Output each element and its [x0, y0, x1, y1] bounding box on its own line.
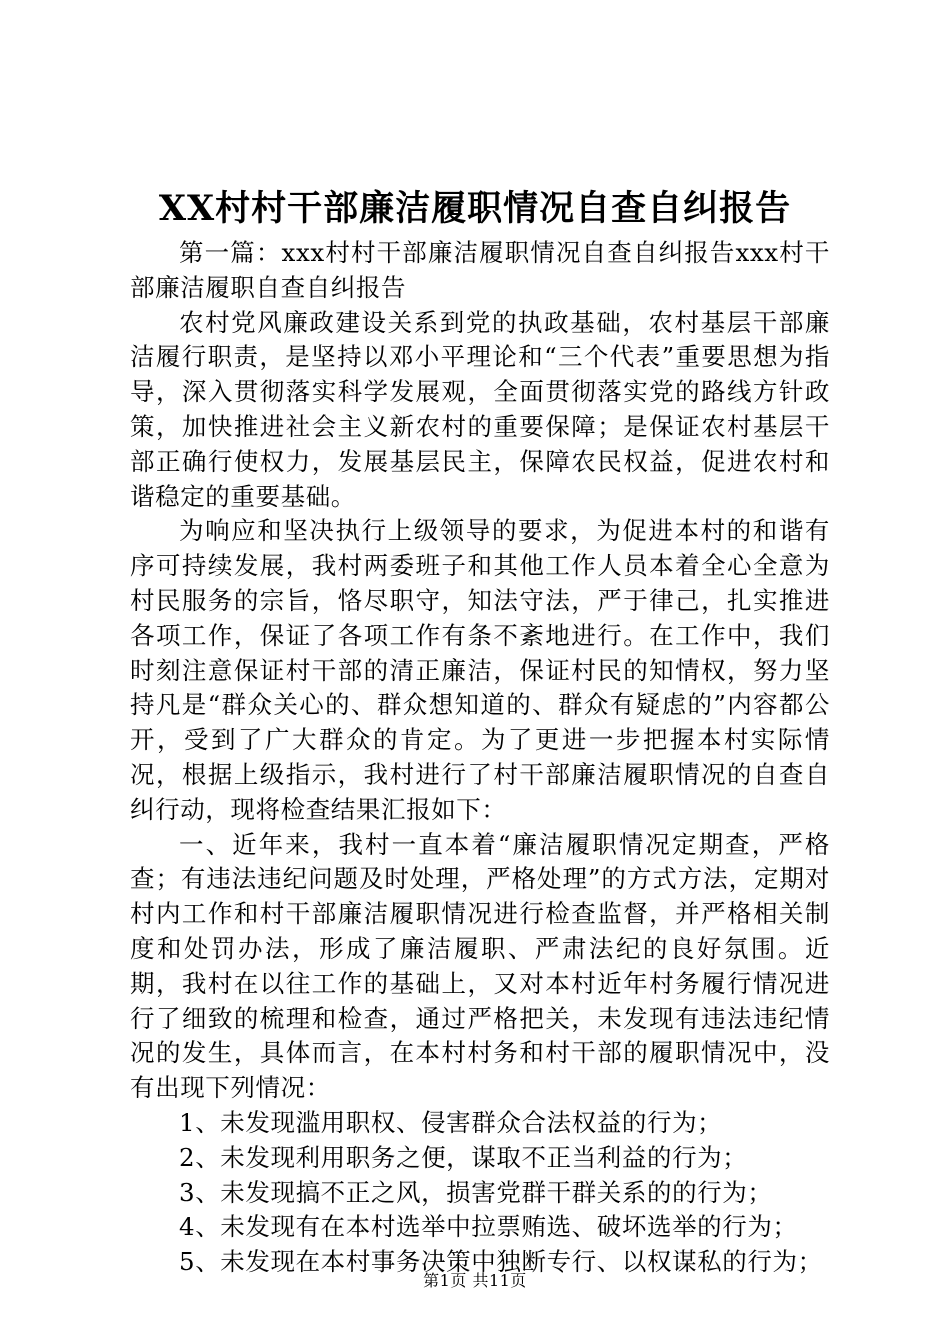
- paragraph-intro: 第一篇：xxx村村干部廉洁履职情况自查自纠报告xxx村干部廉洁履职自查自纠报告: [130, 238, 830, 302]
- document-title: XX村村干部廉洁履职情况自查自纠报告: [158, 188, 792, 229]
- list-item: 3、未发现搞不正之风，损害党群干群关系的的行为；: [179, 1177, 773, 1207]
- list-item: 5、未发现在本村事务决策中独断专行、以权谋私的行为；: [179, 1247, 823, 1277]
- paragraph-background: 农村党风廉政建设关系到党的执政基础，农村基层干部廉洁履行职责，是坚持以邓小平理论和“三个代表”重要思想为指导，深入贯彻落实科学发展观，全面贯彻落实党的路线方针政策，加快推进社会主义新农村的重要保障；是保证农村基层干部正确行使权力，发展基层民主，保障农民权益，促进农村和谐稳定的重要基础。: [130, 307, 830, 511]
- page-footer: 第1页 共11页: [423, 1271, 527, 1290]
- list-item: 4、未发现有在本村选举中拉票贿选、破坏选举的行为；: [179, 1212, 798, 1242]
- document-body: [130, 236, 830, 1280]
- list-item: 1、未发现滥用职权、侵害群众合法权益的行为；: [179, 1107, 723, 1137]
- paragraph-response: 为响应和坚决执行上级领导的要求，为促进本村的和谐有序可持续发展，我村两委班子和其他工作人员本着全心全意为村民服务的宗旨，恪尽职守，知法守法，严于律己，扎实推进各项工作，保证了各项工作有条不紊地进行。在工作中，我们时刻注意保证村干部的清正廉洁，保证村民的知情权，努力坚持凡是“群众关心的、群众想知道的、群众有疑虑的”内容都公开，受到了广大群众的肯定。为了更进一步把握本村实际情况，根据上级指示，我村进行了村干部廉洁履职情况的自查自纠行动，现将检查结果汇报如下：: [130, 516, 830, 824]
- list-item: 2、未发现利用职务之便，谋取不正当利益的行为；: [179, 1142, 748, 1172]
- paragraph-section-one: 一、近年来，我村一直本着“廉洁履职情况定期查，严格查；有违法违纪问题及时处理，严格处理”的方式方法，定期对村内工作和村干部廉洁履职情况进行检查监督，并严格相关制度和处罚办法，形成了廉洁履职、严肃法纪的良好氛围。近期，我村在以往工作的基础上，又对本村近年村务履行情况进行了细致的梳理和检查，通过严格把关，未发现有违法违纪情况的发生，具体而言，在本村村务和村干部的履职情况中，没有出现下列情况：: [130, 829, 830, 1103]
